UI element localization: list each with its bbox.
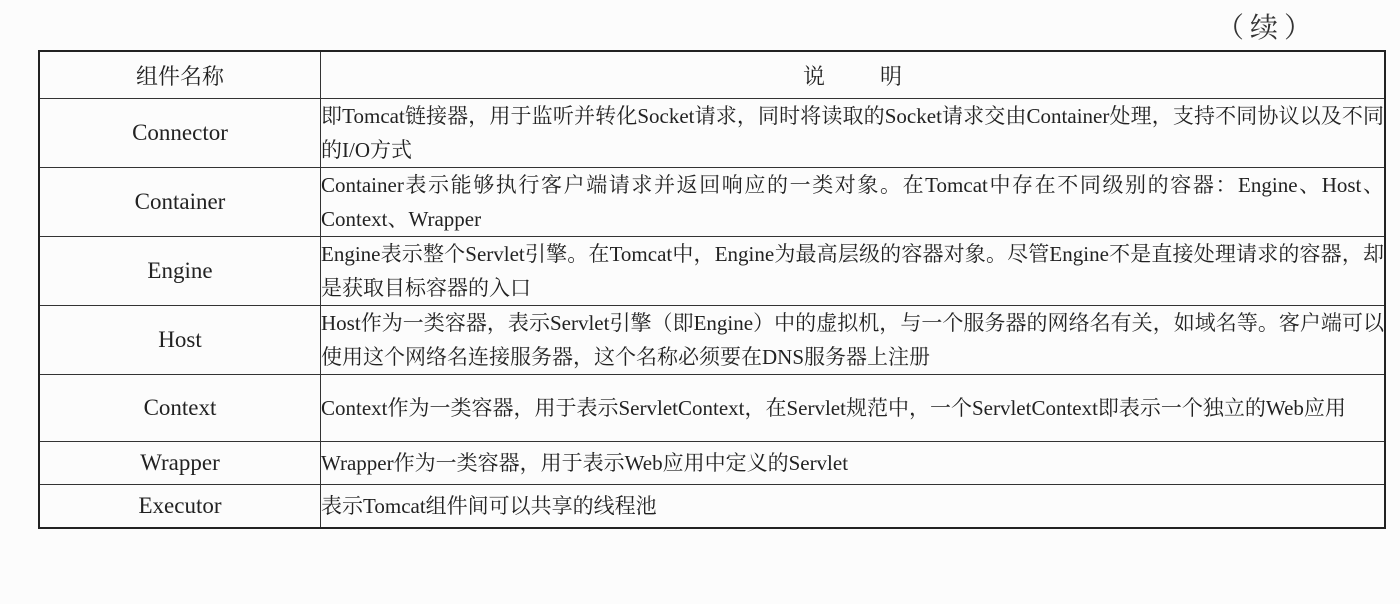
component-description-cell: 表示Tomcat组件间可以共享的线程池 (321, 485, 1386, 529)
component-description-cell: Wrapper作为一类容器，用于表示Web应用中定义的Servlet (321, 442, 1386, 485)
component-name-cell: Context (39, 375, 321, 442)
table-header-row (39, 51, 1385, 99)
component-description-cell: Context作为一类容器，用于表示ServletContext，在Servlet规范中，一个ServletContext即表示一个独立的Web应用 (321, 375, 1386, 442)
header-description (321, 51, 1386, 99)
component-name-cell: Executor (39, 485, 321, 529)
component-description-cell: Container表示能够执行客户端请求并返回响应的一类对象。在Tomcat中存在不同级别的容器：Engine、Host、Context、Wrapper (321, 168, 1386, 237)
table-row (39, 442, 1385, 485)
header-description-text: 说 明 (803, 64, 926, 90)
component-name-cell: Host (39, 306, 321, 375)
table-row (39, 237, 1385, 306)
table-row (39, 485, 1385, 529)
component-name-cell: Container (39, 168, 321, 237)
component-description-cell: Engine表示整个Servlet引擎。在Tomcat中，Engine为最高层级的容器对象。尽管Engine不是直接处理请求的容器，却是获取目标容器的入口 (321, 237, 1386, 306)
component-name-cell: Connector (39, 99, 321, 168)
component-name-cell: Wrapper (39, 442, 321, 485)
component-description-cell: Host作为一类容器，表示Servlet引擎（即Engine）中的虚拟机，与一个服务器的网络名有关，如域名等。客户端可以使用这个网络名连接服务器，这个名称必须要在DNS服务器上注册 (321, 306, 1386, 375)
component-name-cell: Engine (39, 237, 321, 306)
component-table (38, 50, 1386, 529)
header-component-name: 组件名称 (39, 51, 321, 99)
continued-label: （续） (1215, 11, 1318, 44)
component-description-cell: 即Tomcat链接器，用于监听并转化Socket请求，同时将读取的Socket请求交由Container处理，支持不同协议以及不同的I/O方式 (321, 99, 1386, 168)
table-row (39, 99, 1385, 168)
table-row (39, 168, 1385, 237)
table-row (39, 306, 1385, 375)
table-row (39, 375, 1385, 442)
